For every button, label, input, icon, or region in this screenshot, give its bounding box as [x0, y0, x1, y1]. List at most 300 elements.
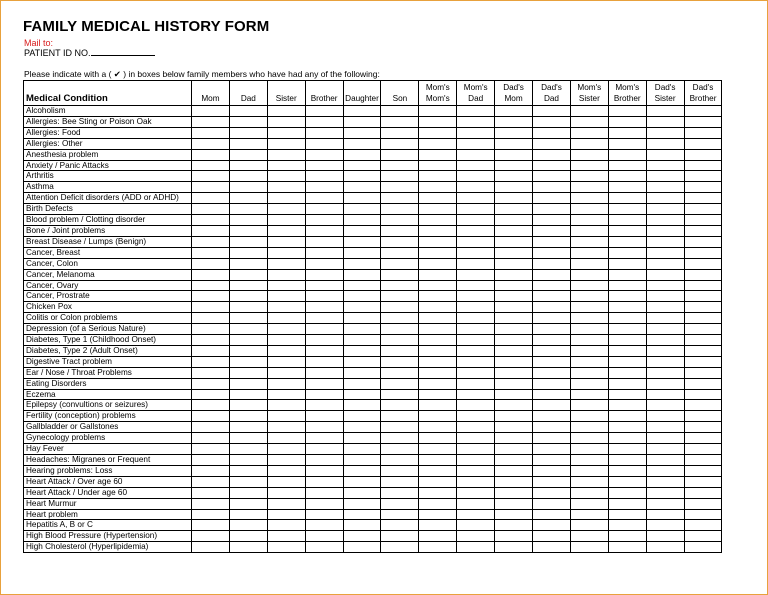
checkbox-cell[interactable]: [646, 324, 684, 335]
checkbox-cell[interactable]: [267, 335, 305, 346]
checkbox-cell[interactable]: [419, 498, 457, 509]
checkbox-cell[interactable]: [684, 215, 722, 226]
checkbox-cell[interactable]: [229, 204, 267, 215]
checkbox-cell[interactable]: [570, 291, 608, 302]
checkbox-cell[interactable]: [267, 269, 305, 280]
checkbox-cell[interactable]: [684, 487, 722, 498]
checkbox-cell[interactable]: [495, 182, 533, 193]
checkbox-cell[interactable]: [419, 193, 457, 204]
checkbox-cell[interactable]: [457, 378, 495, 389]
checkbox-cell[interactable]: [608, 116, 646, 127]
checkbox-cell[interactable]: [495, 324, 533, 335]
checkbox-cell[interactable]: [229, 378, 267, 389]
checkbox-cell[interactable]: [646, 247, 684, 258]
checkbox-cell[interactable]: [381, 487, 419, 498]
checkbox-cell[interactable]: [684, 465, 722, 476]
checkbox-cell[interactable]: [267, 324, 305, 335]
checkbox-cell[interactable]: [343, 335, 381, 346]
checkbox-cell[interactable]: [343, 520, 381, 531]
patient-id-field[interactable]: [91, 47, 155, 56]
checkbox-cell[interactable]: [192, 225, 230, 236]
checkbox-cell[interactable]: [533, 465, 571, 476]
checkbox-cell[interactable]: [457, 465, 495, 476]
checkbox-cell[interactable]: [570, 520, 608, 531]
checkbox-cell[interactable]: [646, 160, 684, 171]
checkbox-cell[interactable]: [533, 313, 571, 324]
checkbox-cell[interactable]: [381, 476, 419, 487]
checkbox-cell[interactable]: [646, 193, 684, 204]
checkbox-cell[interactable]: [570, 247, 608, 258]
checkbox-cell[interactable]: [570, 236, 608, 247]
checkbox-cell[interactable]: [381, 367, 419, 378]
checkbox-cell[interactable]: [457, 356, 495, 367]
checkbox-cell[interactable]: [229, 487, 267, 498]
checkbox-cell[interactable]: [646, 367, 684, 378]
checkbox-cell[interactable]: [419, 476, 457, 487]
checkbox-cell[interactable]: [570, 378, 608, 389]
checkbox-cell[interactable]: [381, 542, 419, 553]
checkbox-cell[interactable]: [570, 455, 608, 466]
checkbox-cell[interactable]: [570, 367, 608, 378]
checkbox-cell[interactable]: [192, 280, 230, 291]
checkbox-cell[interactable]: [305, 400, 343, 411]
checkbox-cell[interactable]: [229, 324, 267, 335]
checkbox-cell[interactable]: [192, 367, 230, 378]
checkbox-cell[interactable]: [684, 345, 722, 356]
checkbox-cell[interactable]: [305, 465, 343, 476]
checkbox-cell[interactable]: [381, 225, 419, 236]
checkbox-cell[interactable]: [570, 160, 608, 171]
checkbox-cell[interactable]: [608, 138, 646, 149]
checkbox-cell[interactable]: [646, 236, 684, 247]
checkbox-cell[interactable]: [608, 531, 646, 542]
checkbox-cell[interactable]: [684, 269, 722, 280]
checkbox-cell[interactable]: [192, 193, 230, 204]
checkbox-cell[interactable]: [570, 498, 608, 509]
checkbox-cell[interactable]: [267, 345, 305, 356]
checkbox-cell[interactable]: [192, 116, 230, 127]
checkbox-cell[interactable]: [267, 160, 305, 171]
checkbox-cell[interactable]: [419, 160, 457, 171]
checkbox-cell[interactable]: [570, 138, 608, 149]
checkbox-cell[interactable]: [495, 345, 533, 356]
checkbox-cell[interactable]: [570, 258, 608, 269]
checkbox-cell[interactable]: [533, 127, 571, 138]
checkbox-cell[interactable]: [646, 422, 684, 433]
checkbox-cell[interactable]: [419, 138, 457, 149]
checkbox-cell[interactable]: [419, 247, 457, 258]
checkbox-cell[interactable]: [608, 171, 646, 182]
checkbox-cell[interactable]: [229, 215, 267, 226]
checkbox-cell[interactable]: [684, 444, 722, 455]
checkbox-cell[interactable]: [570, 335, 608, 346]
checkbox-cell[interactable]: [419, 356, 457, 367]
checkbox-cell[interactable]: [192, 247, 230, 258]
checkbox-cell[interactable]: [684, 411, 722, 422]
checkbox-cell[interactable]: [381, 345, 419, 356]
checkbox-cell[interactable]: [608, 149, 646, 160]
checkbox-cell[interactable]: [608, 422, 646, 433]
checkbox-cell[interactable]: [570, 433, 608, 444]
checkbox-cell[interactable]: [343, 171, 381, 182]
checkbox-cell[interactable]: [646, 455, 684, 466]
checkbox-cell[interactable]: [305, 269, 343, 280]
checkbox-cell[interactable]: [343, 444, 381, 455]
checkbox-cell[interactable]: [343, 236, 381, 247]
checkbox-cell[interactable]: [267, 531, 305, 542]
checkbox-cell[interactable]: [267, 433, 305, 444]
checkbox-cell[interactable]: [684, 509, 722, 520]
checkbox-cell[interactable]: [570, 324, 608, 335]
checkbox-cell[interactable]: [343, 476, 381, 487]
checkbox-cell[interactable]: [305, 487, 343, 498]
checkbox-cell[interactable]: [343, 149, 381, 160]
checkbox-cell[interactable]: [457, 367, 495, 378]
checkbox-cell[interactable]: [646, 313, 684, 324]
checkbox-cell[interactable]: [533, 531, 571, 542]
checkbox-cell[interactable]: [419, 367, 457, 378]
checkbox-cell[interactable]: [192, 444, 230, 455]
checkbox-cell[interactable]: [267, 422, 305, 433]
checkbox-cell[interactable]: [305, 531, 343, 542]
checkbox-cell[interactable]: [533, 215, 571, 226]
checkbox-cell[interactable]: [267, 367, 305, 378]
checkbox-cell[interactable]: [646, 335, 684, 346]
checkbox-cell[interactable]: [229, 509, 267, 520]
checkbox-cell[interactable]: [646, 258, 684, 269]
checkbox-cell[interactable]: [684, 367, 722, 378]
checkbox-cell[interactable]: [343, 542, 381, 553]
checkbox-cell[interactable]: [305, 193, 343, 204]
checkbox-cell[interactable]: [343, 433, 381, 444]
checkbox-cell[interactable]: [381, 400, 419, 411]
checkbox-cell[interactable]: [305, 215, 343, 226]
checkbox-cell[interactable]: [381, 531, 419, 542]
checkbox-cell[interactable]: [684, 531, 722, 542]
checkbox-cell[interactable]: [457, 280, 495, 291]
checkbox-cell[interactable]: [608, 520, 646, 531]
checkbox-cell[interactable]: [192, 204, 230, 215]
checkbox-cell[interactable]: [457, 487, 495, 498]
checkbox-cell[interactable]: [305, 182, 343, 193]
checkbox-cell[interactable]: [381, 465, 419, 476]
checkbox-cell[interactable]: [419, 291, 457, 302]
checkbox-cell[interactable]: [381, 378, 419, 389]
checkbox-cell[interactable]: [267, 389, 305, 400]
checkbox-cell[interactable]: [608, 236, 646, 247]
checkbox-cell[interactable]: [457, 455, 495, 466]
checkbox-cell[interactable]: [533, 487, 571, 498]
checkbox-cell[interactable]: [570, 444, 608, 455]
checkbox-cell[interactable]: [267, 476, 305, 487]
checkbox-cell[interactable]: [305, 509, 343, 520]
checkbox-cell[interactable]: [533, 324, 571, 335]
checkbox-cell[interactable]: [419, 302, 457, 313]
checkbox-cell[interactable]: [229, 542, 267, 553]
checkbox-cell[interactable]: [533, 138, 571, 149]
checkbox-cell[interactable]: [305, 280, 343, 291]
checkbox-cell[interactable]: [495, 138, 533, 149]
checkbox-cell[interactable]: [267, 356, 305, 367]
checkbox-cell[interactable]: [457, 247, 495, 258]
checkbox-cell[interactable]: [457, 335, 495, 346]
checkbox-cell[interactable]: [267, 171, 305, 182]
checkbox-cell[interactable]: [192, 291, 230, 302]
checkbox-cell[interactable]: [192, 171, 230, 182]
checkbox-cell[interactable]: [495, 335, 533, 346]
checkbox-cell[interactable]: [495, 520, 533, 531]
checkbox-cell[interactable]: [608, 444, 646, 455]
checkbox-cell[interactable]: [229, 138, 267, 149]
checkbox-cell[interactable]: [533, 182, 571, 193]
checkbox-cell[interactable]: [305, 356, 343, 367]
checkbox-cell[interactable]: [570, 116, 608, 127]
checkbox-cell[interactable]: [343, 138, 381, 149]
checkbox-cell[interactable]: [457, 433, 495, 444]
checkbox-cell[interactable]: [608, 465, 646, 476]
checkbox-cell[interactable]: [570, 280, 608, 291]
checkbox-cell[interactable]: [381, 171, 419, 182]
checkbox-cell[interactable]: [381, 204, 419, 215]
checkbox-cell[interactable]: [495, 389, 533, 400]
checkbox-cell[interactable]: [495, 444, 533, 455]
checkbox-cell[interactable]: [305, 411, 343, 422]
checkbox-cell[interactable]: [570, 509, 608, 520]
checkbox-cell[interactable]: [305, 258, 343, 269]
checkbox-cell[interactable]: [305, 106, 343, 117]
checkbox-cell[interactable]: [570, 531, 608, 542]
checkbox-cell[interactable]: [192, 498, 230, 509]
checkbox-cell[interactable]: [646, 520, 684, 531]
checkbox-cell[interactable]: [343, 411, 381, 422]
checkbox-cell[interactable]: [684, 400, 722, 411]
checkbox-cell[interactable]: [267, 542, 305, 553]
checkbox-cell[interactable]: [192, 389, 230, 400]
checkbox-cell[interactable]: [192, 476, 230, 487]
checkbox-cell[interactable]: [457, 498, 495, 509]
checkbox-cell[interactable]: [457, 236, 495, 247]
checkbox-cell[interactable]: [684, 116, 722, 127]
checkbox-cell[interactable]: [305, 335, 343, 346]
checkbox-cell[interactable]: [305, 542, 343, 553]
checkbox-cell[interactable]: [684, 193, 722, 204]
checkbox-cell[interactable]: [684, 433, 722, 444]
checkbox-cell[interactable]: [495, 171, 533, 182]
checkbox-cell[interactable]: [229, 116, 267, 127]
checkbox-cell[interactable]: [343, 302, 381, 313]
checkbox-cell[interactable]: [646, 542, 684, 553]
checkbox-cell[interactable]: [419, 345, 457, 356]
checkbox-cell[interactable]: [608, 291, 646, 302]
checkbox-cell[interactable]: [305, 291, 343, 302]
checkbox-cell[interactable]: [646, 378, 684, 389]
checkbox-cell[interactable]: [495, 106, 533, 117]
checkbox-cell[interactable]: [381, 335, 419, 346]
checkbox-cell[interactable]: [192, 356, 230, 367]
checkbox-cell[interactable]: [419, 149, 457, 160]
checkbox-cell[interactable]: [381, 106, 419, 117]
checkbox-cell[interactable]: [684, 225, 722, 236]
checkbox-cell[interactable]: [192, 302, 230, 313]
checkbox-cell[interactable]: [192, 236, 230, 247]
checkbox-cell[interactable]: [533, 498, 571, 509]
checkbox-cell[interactable]: [570, 215, 608, 226]
checkbox-cell[interactable]: [343, 422, 381, 433]
checkbox-cell[interactable]: [533, 269, 571, 280]
checkbox-cell[interactable]: [419, 455, 457, 466]
checkbox-cell[interactable]: [533, 258, 571, 269]
checkbox-cell[interactable]: [267, 302, 305, 313]
checkbox-cell[interactable]: [343, 465, 381, 476]
checkbox-cell[interactable]: [267, 204, 305, 215]
checkbox-cell[interactable]: [533, 444, 571, 455]
checkbox-cell[interactable]: [419, 258, 457, 269]
checkbox-cell[interactable]: [381, 433, 419, 444]
checkbox-cell[interactable]: [608, 433, 646, 444]
checkbox-cell[interactable]: [192, 324, 230, 335]
checkbox-cell[interactable]: [419, 509, 457, 520]
checkbox-cell[interactable]: [192, 335, 230, 346]
checkbox-cell[interactable]: [343, 498, 381, 509]
checkbox-cell[interactable]: [381, 389, 419, 400]
checkbox-cell[interactable]: [570, 345, 608, 356]
checkbox-cell[interactable]: [192, 106, 230, 117]
checkbox-cell[interactable]: [608, 215, 646, 226]
checkbox-cell[interactable]: [305, 422, 343, 433]
checkbox-cell[interactable]: [684, 106, 722, 117]
checkbox-cell[interactable]: [305, 127, 343, 138]
checkbox-cell[interactable]: [608, 356, 646, 367]
checkbox-cell[interactable]: [570, 400, 608, 411]
checkbox-cell[interactable]: [533, 542, 571, 553]
checkbox-cell[interactable]: [495, 531, 533, 542]
checkbox-cell[interactable]: [570, 422, 608, 433]
checkbox-cell[interactable]: [343, 356, 381, 367]
checkbox-cell[interactable]: [381, 193, 419, 204]
checkbox-cell[interactable]: [608, 378, 646, 389]
checkbox-cell[interactable]: [533, 149, 571, 160]
checkbox-cell[interactable]: [646, 509, 684, 520]
checkbox-cell[interactable]: [267, 127, 305, 138]
checkbox-cell[interactable]: [570, 302, 608, 313]
checkbox-cell[interactable]: [229, 302, 267, 313]
checkbox-cell[interactable]: [570, 476, 608, 487]
checkbox-cell[interactable]: [192, 455, 230, 466]
checkbox-cell[interactable]: [343, 182, 381, 193]
checkbox-cell[interactable]: [608, 269, 646, 280]
checkbox-cell[interactable]: [457, 444, 495, 455]
checkbox-cell[interactable]: [495, 487, 533, 498]
checkbox-cell[interactable]: [305, 345, 343, 356]
checkbox-cell[interactable]: [305, 204, 343, 215]
checkbox-cell[interactable]: [267, 225, 305, 236]
checkbox-cell[interactable]: [570, 171, 608, 182]
checkbox-cell[interactable]: [457, 215, 495, 226]
checkbox-cell[interactable]: [419, 531, 457, 542]
checkbox-cell[interactable]: [570, 269, 608, 280]
checkbox-cell[interactable]: [608, 335, 646, 346]
checkbox-cell[interactable]: [533, 335, 571, 346]
checkbox-cell[interactable]: [533, 367, 571, 378]
checkbox-cell[interactable]: [608, 324, 646, 335]
checkbox-cell[interactable]: [192, 400, 230, 411]
checkbox-cell[interactable]: [533, 455, 571, 466]
checkbox-cell[interactable]: [381, 520, 419, 531]
checkbox-cell[interactable]: [608, 367, 646, 378]
checkbox-cell[interactable]: [570, 149, 608, 160]
checkbox-cell[interactable]: [646, 433, 684, 444]
checkbox-cell[interactable]: [495, 378, 533, 389]
checkbox-cell[interactable]: [267, 509, 305, 520]
checkbox-cell[interactable]: [419, 106, 457, 117]
checkbox-cell[interactable]: [267, 247, 305, 258]
checkbox-cell[interactable]: [267, 193, 305, 204]
checkbox-cell[interactable]: [267, 378, 305, 389]
checkbox-cell[interactable]: [343, 455, 381, 466]
checkbox-cell[interactable]: [229, 389, 267, 400]
checkbox-cell[interactable]: [533, 400, 571, 411]
checkbox-cell[interactable]: [684, 291, 722, 302]
checkbox-cell[interactable]: [267, 182, 305, 193]
checkbox-cell[interactable]: [457, 171, 495, 182]
checkbox-cell[interactable]: [495, 280, 533, 291]
checkbox-cell[interactable]: [343, 367, 381, 378]
checkbox-cell[interactable]: [267, 498, 305, 509]
checkbox-cell[interactable]: [419, 378, 457, 389]
checkbox-cell[interactable]: [495, 215, 533, 226]
checkbox-cell[interactable]: [457, 138, 495, 149]
checkbox-cell[interactable]: [229, 356, 267, 367]
checkbox-cell[interactable]: [533, 302, 571, 313]
checkbox-cell[interactable]: [684, 455, 722, 466]
checkbox-cell[interactable]: [381, 236, 419, 247]
checkbox-cell[interactable]: [267, 149, 305, 160]
checkbox-cell[interactable]: [229, 313, 267, 324]
checkbox-cell[interactable]: [381, 444, 419, 455]
checkbox-cell[interactable]: [381, 411, 419, 422]
checkbox-cell[interactable]: [419, 313, 457, 324]
checkbox-cell[interactable]: [419, 171, 457, 182]
checkbox-cell[interactable]: [267, 138, 305, 149]
checkbox-cell[interactable]: [267, 487, 305, 498]
checkbox-cell[interactable]: [495, 422, 533, 433]
checkbox-cell[interactable]: [305, 520, 343, 531]
checkbox-cell[interactable]: [684, 236, 722, 247]
checkbox-cell[interactable]: [305, 236, 343, 247]
checkbox-cell[interactable]: [457, 411, 495, 422]
checkbox-cell[interactable]: [229, 465, 267, 476]
checkbox-cell[interactable]: [343, 389, 381, 400]
checkbox-cell[interactable]: [495, 258, 533, 269]
checkbox-cell[interactable]: [646, 389, 684, 400]
checkbox-cell[interactable]: [533, 356, 571, 367]
checkbox-cell[interactable]: [646, 356, 684, 367]
checkbox-cell[interactable]: [646, 171, 684, 182]
checkbox-cell[interactable]: [457, 324, 495, 335]
checkbox-cell[interactable]: [533, 280, 571, 291]
checkbox-cell[interactable]: [381, 247, 419, 258]
checkbox-cell[interactable]: [419, 182, 457, 193]
checkbox-cell[interactable]: [343, 116, 381, 127]
checkbox-cell[interactable]: [457, 269, 495, 280]
checkbox-cell[interactable]: [381, 215, 419, 226]
checkbox-cell[interactable]: [419, 324, 457, 335]
checkbox-cell[interactable]: [646, 465, 684, 476]
checkbox-cell[interactable]: [381, 160, 419, 171]
checkbox-cell[interactable]: [684, 335, 722, 346]
checkbox-cell[interactable]: [305, 324, 343, 335]
checkbox-cell[interactable]: [192, 258, 230, 269]
